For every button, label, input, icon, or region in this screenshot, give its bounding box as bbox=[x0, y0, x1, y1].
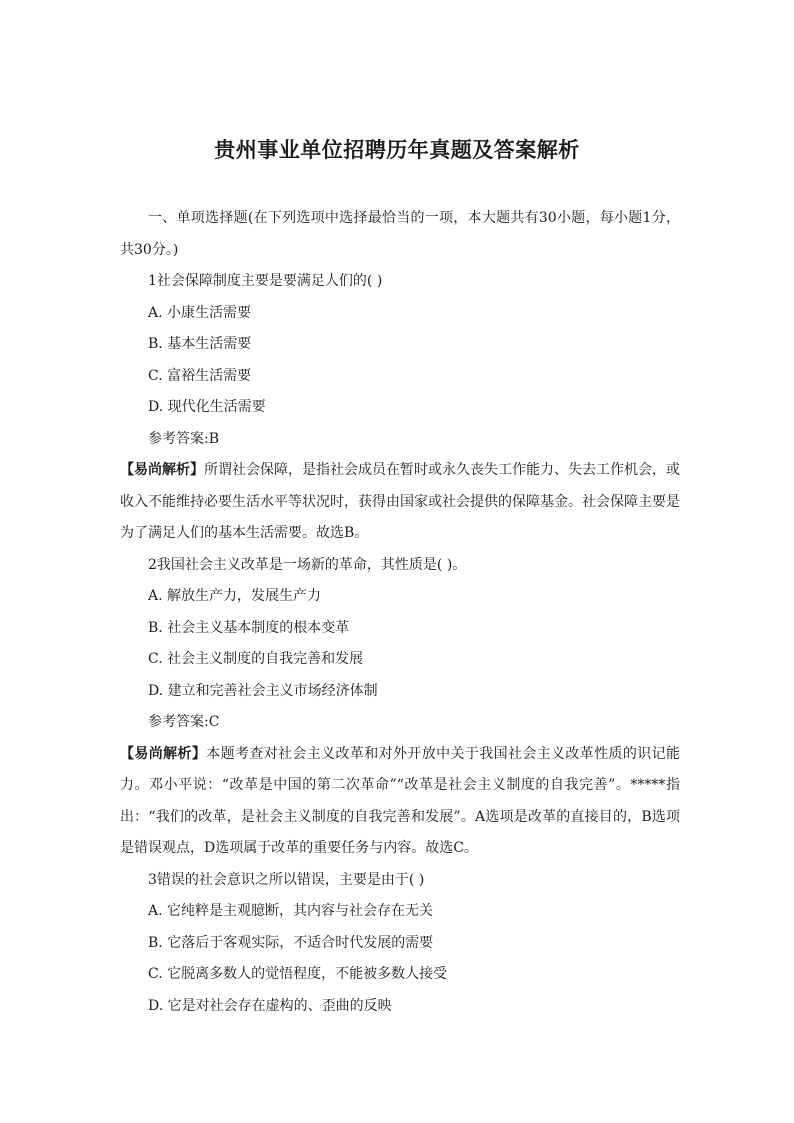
option-a: A. 它纯粹是主观臆断，其内容与社会存在无关 bbox=[148, 903, 434, 919]
question-stem: 1社会保障制度主要是要满足人们的( ) bbox=[148, 273, 383, 289]
question-3 bbox=[120, 865, 680, 1023]
option-c: C. 社会主义制度的自我完善和发展 bbox=[148, 651, 364, 667]
document-body bbox=[120, 203, 680, 1022]
section-heading: 一、单项选择题(在下列选项中选择最恰当的一项，本大题共有30小题，每小题1分，共30分。) bbox=[120, 210, 680, 258]
question-stem: 3错误的社会意识之所以错误，主要是由于( ) bbox=[148, 871, 425, 888]
option-c: C. 它脱离多数人的觉悟程度，不能被多数人接受 bbox=[148, 966, 448, 982]
reference-answer: 参考答案:B bbox=[148, 430, 220, 447]
answer-explanation bbox=[120, 455, 680, 550]
document-title: 贵州事业单位招聘历年真题及答案解析 bbox=[214, 137, 580, 162]
option-a: A. 解放生产力，发展生产力 bbox=[148, 588, 322, 604]
question-1 bbox=[120, 266, 680, 550]
option-d: D. 建立和完善社会主义市场经济体制 bbox=[148, 682, 378, 699]
option-b: B. 社会主义基本制度的根本变革 bbox=[148, 619, 350, 636]
question-stem: 2我国社会主义改革是一场新的革命，其性质是( )。 bbox=[148, 556, 467, 573]
option-b: B. 基本生活需要 bbox=[148, 336, 252, 352]
option-a: A. 小康生活需要 bbox=[148, 304, 252, 321]
option-d: D. 它是对社会存在虚构的、歪曲的反映 bbox=[148, 997, 392, 1014]
explanation-tag: 【易尚解析】 bbox=[120, 462, 204, 478]
reference-answer: 参考答案:C bbox=[148, 714, 220, 730]
option-b: B. 它落后于客观实际，不适合时代发展的需要 bbox=[148, 934, 434, 951]
explanation-text: 所谓社会保障，是指社会成员在暂时或永久丧失工作能力、失去工作机会，或收入不能维持必要生活水平等状况时，获得由国家或社会提供的保障基金。社会保障主要是为了满足人们的基本生活需要。故选B。 bbox=[120, 462, 680, 541]
question-2 bbox=[120, 550, 680, 865]
option-d: D. 现代化生活需要 bbox=[148, 399, 266, 415]
explanation-tag: 【易尚解析】 bbox=[120, 745, 207, 762]
answer-explanation bbox=[120, 739, 680, 865]
explanation-text: 本题考查对社会主义改革和对外开放中关于我国社会主义改革性质的识记能力。邓小平说：“改革是中国的第二次革命”“改革是社会主义制度的自我完善”。*****指出：“我们的改革，是社会主义制度的自我完善和发展”。A选项是改革的直接目的，B选项是错误观点，D选项属于改革的重要任务与内容。故选C。 bbox=[120, 745, 681, 856]
option-c: C. 富裕生活需要 bbox=[148, 367, 252, 384]
